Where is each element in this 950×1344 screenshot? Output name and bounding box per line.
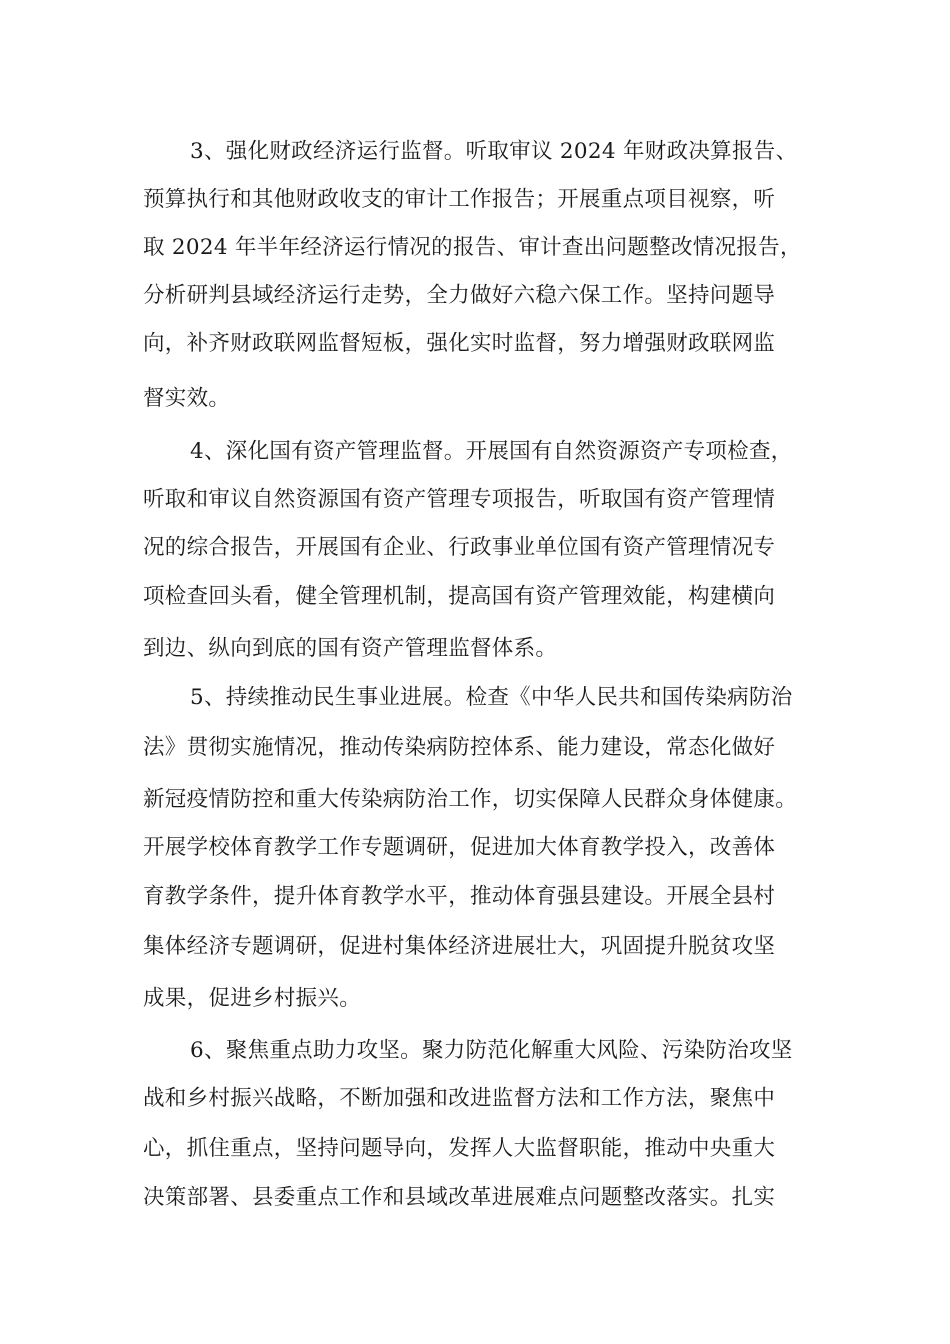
paragraph-3-line: 预算执行和其他财政收支的审计工作报告；开展重点项目视察，听 (143, 187, 776, 212)
paragraph-6-line: 6、聚焦重点助力攻坚。聚力防范化解重大风险、污染防治攻坚 (190, 1038, 793, 1063)
paragraph-3-line: 分析研判县域经济运行走势，全力做好六稳六保工作。坚持问题导 (143, 283, 776, 308)
paragraph-4-line: 听取和审议自然资源国有资产管理专项报告，听取国有资产管理情 (143, 487, 776, 512)
paragraph-5-line: 成果，促进乡村振兴。 (143, 986, 362, 1011)
paragraph-3-line: 督实效。 (143, 386, 231, 411)
paragraph-5-line: 新冠疫情防控和重大传染病防治工作，切实保障人民群众身体健康。 (143, 787, 798, 812)
paragraph-5-line: 法》贯彻实施情况，推动传染病防控体系、能力建设，常态化做好 (143, 735, 776, 760)
paragraph-6-line: 战和乡村振兴战略，不断加强和改进监督方法和工作方法，聚焦中 (143, 1086, 776, 1111)
paragraph-3-line: 向，补齐财政联网监督短板，强化实时监督，努力增强财政联网监 (143, 331, 776, 356)
paragraph-5-line: 5、持续推动民生事业进展。检查《中华人民共和国传染病防治 (190, 685, 793, 710)
paragraph-4-line: 项检查回头看，健全管理机制，提高国有资产管理效能，构建横向 (143, 584, 776, 609)
paragraph-5-line: 开展学校体育教学工作专题调研，促进加大体育教学投入，改善体 (143, 835, 776, 860)
paragraph-3-line: 3、强化财政经济运行监督。听取审议 2024 年财政决算报告、 (190, 139, 798, 164)
paragraph-6-line: 心，抓住重点，坚持问题导向，发挥人大监督职能，推动中央重大 (143, 1136, 776, 1161)
paragraph-5-line: 集体经济专题调研，促进村集体经济进展壮大，巩固提升脱贫攻坚 (143, 934, 776, 959)
paragraph-4-line: 到边、纵向到底的国有资产管理监督体系。 (143, 636, 558, 661)
paragraph-4-line: 4、深化国有资产管理监督。开展国有自然资源资产专项检查， (190, 439, 793, 464)
paragraph-5-line: 育教学条件，提升体育教学水平，推动体育强县建设。开展全县村 (143, 884, 776, 909)
paragraph-3-line: 取 2024 年半年经济运行情况的报告、审计查出问题整改情况报告， (143, 235, 802, 260)
paragraph-4-line: 况的综合报告，开展国有企业、行政事业单位国有资产管理情况专 (143, 535, 776, 560)
paragraph-6-line: 决策部署、县委重点工作和县域改革进展难点问题整改落实。扎实 (143, 1185, 776, 1210)
